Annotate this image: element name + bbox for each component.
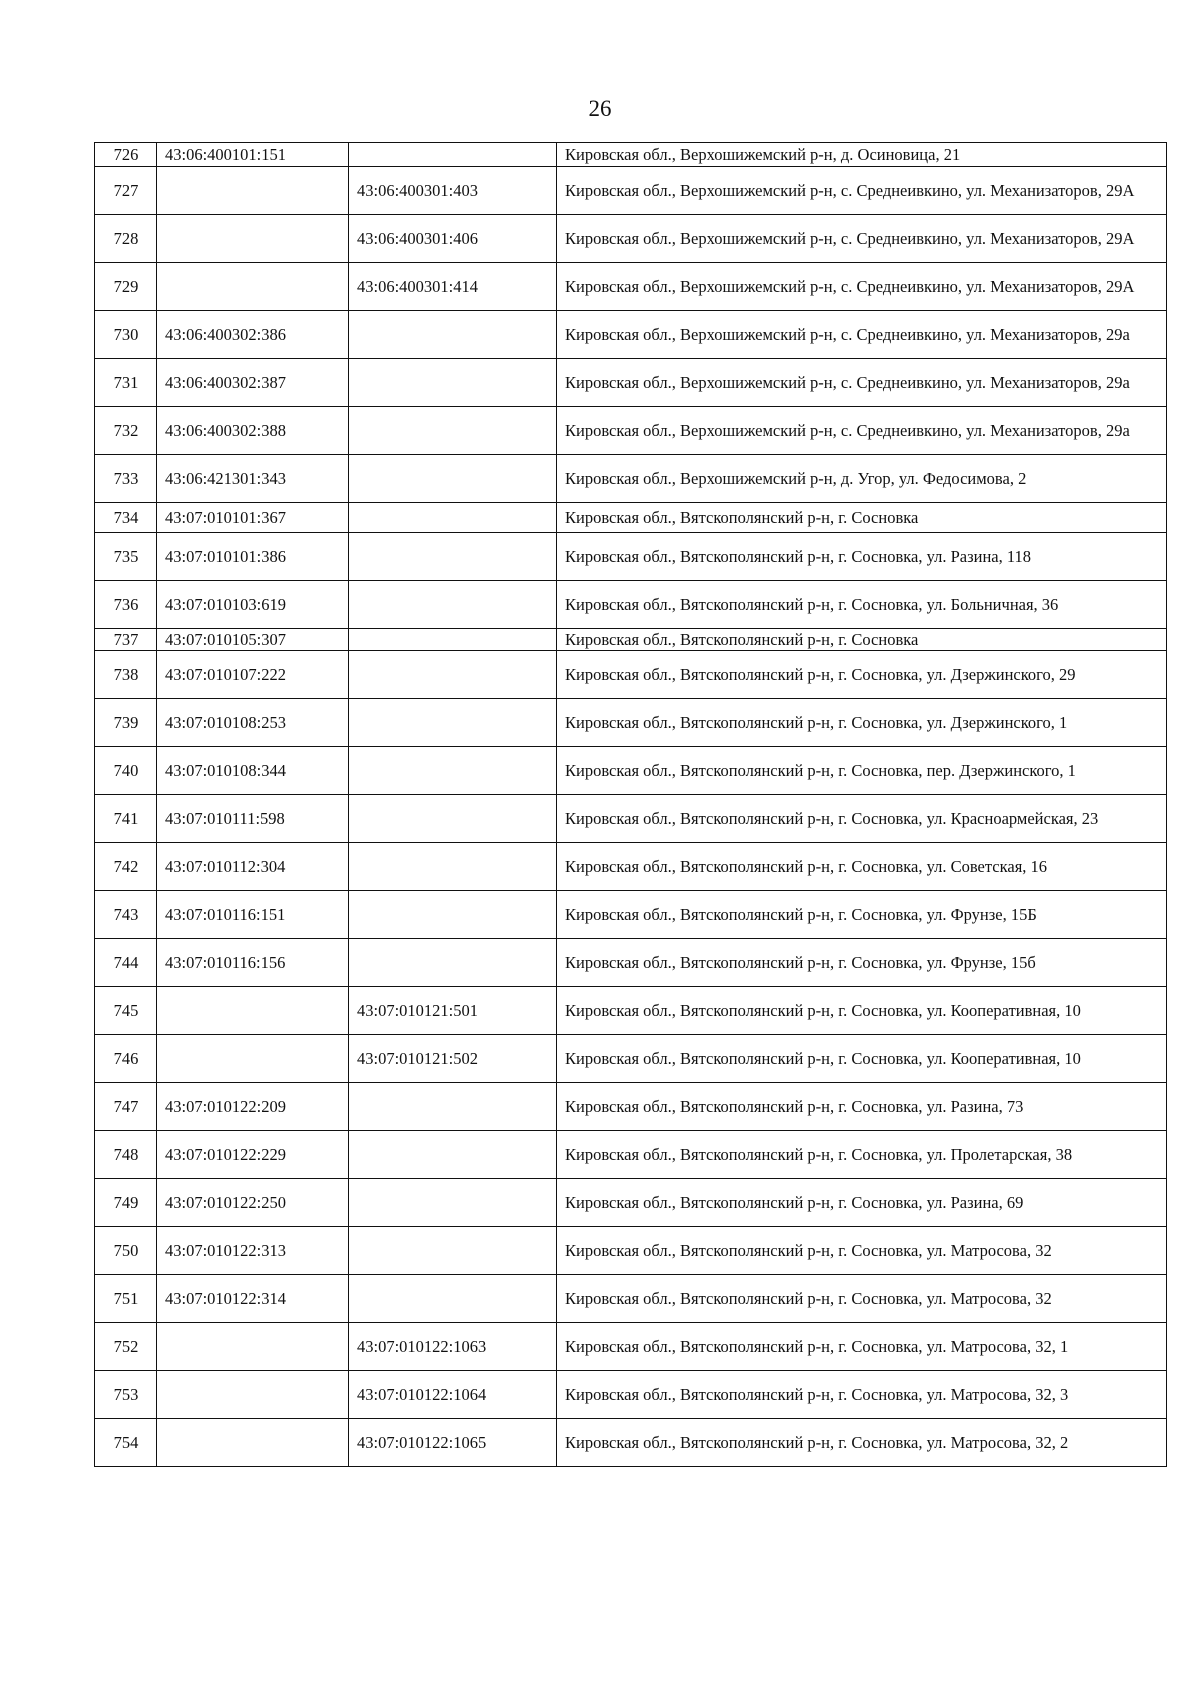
cadastral-number-b: 43:07:010122:1064: [349, 1371, 557, 1419]
cadastral-number-a: 43:07:010122:209: [157, 1083, 349, 1131]
row-number: 738: [95, 651, 157, 699]
address-cell: Кировская обл., Вятскополянский р-н, г. Сосновка, ул. Матросова, 32: [557, 1227, 1167, 1275]
address-cell: Кировская обл., Вятскополянский р-н, г. Сосновка, ул. Матросова, 32, 3: [557, 1371, 1167, 1419]
cadastral-number-a: 43:07:010108:253: [157, 699, 349, 747]
cadastral-number-a: [157, 1035, 349, 1083]
address-cell: Кировская обл., Вятскополянский р-н, г. Сосновка, ул. Разина, 118: [557, 533, 1167, 581]
cadastral-number-a: [157, 263, 349, 311]
table-row: [95, 1275, 1167, 1323]
row-number: 753: [95, 1371, 157, 1419]
row-number: 727: [95, 167, 157, 215]
cadastral-number-a: 43:07:010101:386: [157, 533, 349, 581]
cadastral-number-b: [349, 843, 557, 891]
cadastral-number-b: 43:07:010121:501: [349, 987, 557, 1035]
table-row: [95, 795, 1167, 843]
address-cell: Кировская обл., Вятскополянский р-н, г. Сосновка, ул. Дзержинского, 1: [557, 699, 1167, 747]
cadastral-number-a: 43:07:010122:250: [157, 1179, 349, 1227]
cadastral-number-a: 43:06:400302:388: [157, 407, 349, 455]
cadastral-number-b: [349, 1275, 557, 1323]
cadastral-number-a: 43:07:010105:307: [157, 629, 349, 651]
address-cell: Кировская обл., Вятскополянский р-н, г. Сосновка, ул. Фрунзе, 15Б: [557, 891, 1167, 939]
address-cell: Кировская обл., Вятскополянский р-н, г. Сосновка, ул. Больничная, 36: [557, 581, 1167, 629]
row-number: 748: [95, 1131, 157, 1179]
address-cell: Кировская обл., Верхошижемский р-н, с. Среднеивкино, ул. Механизаторов, 29а: [557, 359, 1167, 407]
table-row: [95, 143, 1167, 167]
cadastral-number-a: 43:06:400302:386: [157, 311, 349, 359]
address-cell: Кировская обл., Вятскополянский р-н, г. Сосновка, ул. Разина, 73: [557, 1083, 1167, 1131]
cadastral-number-a: 43:07:010112:304: [157, 843, 349, 891]
cadastral-number-b: [349, 747, 557, 795]
cadastral-number-b: [349, 455, 557, 503]
address-cell: Кировская обл., Вятскополянский р-н, г. Сосновка, ул. Советская, 16: [557, 843, 1167, 891]
cadastral-number-b: 43:06:400301:414: [349, 263, 557, 311]
cadastral-number-b: 43:07:010121:502: [349, 1035, 557, 1083]
cadastral-number-b: [349, 939, 557, 987]
cadastral-number-a: [157, 1419, 349, 1467]
row-number: 730: [95, 311, 157, 359]
cadastral-number-a: [157, 215, 349, 263]
cadastral-number-b: [349, 533, 557, 581]
table-row: [95, 311, 1167, 359]
cadastral-number-a: 43:07:010122:229: [157, 1131, 349, 1179]
table-row: [95, 747, 1167, 795]
cadastral-number-b: [349, 1083, 557, 1131]
row-number: 733: [95, 455, 157, 503]
address-cell: Кировская обл., Верхошижемский р-н, д. Осиновица, 21: [557, 143, 1167, 167]
cadastral-number-b: [349, 1227, 557, 1275]
address-cell: Кировская обл., Вятскополянский р-н, г. Сосновка, ул. Разина, 69: [557, 1179, 1167, 1227]
table-row: [95, 939, 1167, 987]
cadastral-number-a: 43:07:010101:367: [157, 503, 349, 533]
row-number: 747: [95, 1083, 157, 1131]
row-number: 734: [95, 503, 157, 533]
address-cell: Кировская обл., Верхошижемский р-н, с. Среднеивкино, ул. Механизаторов, 29А: [557, 263, 1167, 311]
row-number: 745: [95, 987, 157, 1035]
cadastral-number-a: 43:07:010108:344: [157, 747, 349, 795]
cadastral-number-b: [349, 359, 557, 407]
table-row: [95, 359, 1167, 407]
row-number: 732: [95, 407, 157, 455]
row-number: 726: [95, 143, 157, 167]
address-cell: Кировская обл., Верхошижемский р-н, с. Среднеивкино, ул. Механизаторов, 29А: [557, 167, 1167, 215]
table-row: [95, 1083, 1167, 1131]
table-row: [95, 533, 1167, 581]
table-row: [95, 651, 1167, 699]
address-cell: Кировская обл., Вятскополянский р-н, г. Сосновка, ул. Кооперативная, 10: [557, 987, 1167, 1035]
cadastral-number-a: [157, 1323, 349, 1371]
table-row: [95, 455, 1167, 503]
table-row: [95, 1419, 1167, 1467]
cadastral-number-b: [349, 503, 557, 533]
row-number: 744: [95, 939, 157, 987]
address-cell: Кировская обл., Вятскополянский р-н, г. Сосновка, ул. Матросова, 32: [557, 1275, 1167, 1323]
table-row: [95, 1227, 1167, 1275]
table-row: [95, 215, 1167, 263]
row-number: 741: [95, 795, 157, 843]
table-row: [95, 1323, 1167, 1371]
row-number: 743: [95, 891, 157, 939]
address-cell: Кировская обл., Вятскополянский р-н, г. Сосновка, ул. Фрунзе, 15б: [557, 939, 1167, 987]
cadastral-number-b: 43:06:400301:406: [349, 215, 557, 263]
table-row: [95, 987, 1167, 1035]
registry-table-body: [95, 143, 1167, 1467]
registry-table: [94, 142, 1167, 1467]
table-row: [95, 699, 1167, 747]
cadastral-number-a: 43:07:010116:151: [157, 891, 349, 939]
cadastral-number-b: [349, 1131, 557, 1179]
address-cell: Кировская обл., Верхошижемский р-н, с. Среднеивкино, ул. Механизаторов, 29а: [557, 407, 1167, 455]
cadastral-number-a: [157, 987, 349, 1035]
address-cell: Кировская обл., Вятскополянский р-н, г. Сосновка, ул. Матросова, 32, 2: [557, 1419, 1167, 1467]
table-row: [95, 1179, 1167, 1227]
row-number: 735: [95, 533, 157, 581]
row-number: 750: [95, 1227, 157, 1275]
table-row: [95, 1371, 1167, 1419]
address-cell: Кировская обл., Вятскополянский р-н, г. Сосновка, ул. Дзержинского, 29: [557, 651, 1167, 699]
table-row: [95, 891, 1167, 939]
cadastral-number-a: [157, 167, 349, 215]
row-number: 742: [95, 843, 157, 891]
table-row: [95, 407, 1167, 455]
cadastral-number-a: 43:07:010103:619: [157, 581, 349, 629]
address-cell: Кировская обл., Вятскополянский р-н, г. Сосновка, ул. Пролетарская, 38: [557, 1131, 1167, 1179]
table-row: [95, 503, 1167, 533]
address-cell: Кировская обл., Вятскополянский р-н, г. Сосновка, ул. Матросова, 32, 1: [557, 1323, 1167, 1371]
row-number: 739: [95, 699, 157, 747]
cadastral-number-b: [349, 891, 557, 939]
table-row: [95, 167, 1167, 215]
cadastral-number-b: [349, 581, 557, 629]
cadastral-number-b: [349, 1179, 557, 1227]
cadastral-number-a: [157, 1371, 349, 1419]
row-number: 737: [95, 629, 157, 651]
cadastral-number-a: 43:07:010111:598: [157, 795, 349, 843]
cadastral-number-a: 43:07:010122:314: [157, 1275, 349, 1323]
page-number: 26: [588, 96, 612, 121]
address-cell: Кировская обл., Верхошижемский р-н, д. Угор, ул. Федосимова, 2: [557, 455, 1167, 503]
address-cell: Кировская обл., Верхошижемский р-н, с. Среднеивкино, ул. Механизаторов, 29а: [557, 311, 1167, 359]
row-number: 728: [95, 215, 157, 263]
row-number: 752: [95, 1323, 157, 1371]
row-number: 749: [95, 1179, 157, 1227]
cadastral-number-a: 43:07:010107:222: [157, 651, 349, 699]
cadastral-number-b: [349, 311, 557, 359]
row-number: 754: [95, 1419, 157, 1467]
cadastral-number-b: [349, 651, 557, 699]
table-row: [95, 629, 1167, 651]
cadastral-number-a: 43:06:400101:151: [157, 143, 349, 167]
cadastral-number-a: 43:06:421301:343: [157, 455, 349, 503]
table-row: [95, 843, 1167, 891]
cadastral-number-a: 43:06:400302:387: [157, 359, 349, 407]
cadastral-number-b: [349, 699, 557, 747]
cadastral-number-b: [349, 795, 557, 843]
row-number: 746: [95, 1035, 157, 1083]
address-cell: Кировская обл., Вятскополянский р-н, г. Сосновка: [557, 629, 1167, 651]
cadastral-number-b: 43:07:010122:1063: [349, 1323, 557, 1371]
row-number: 731: [95, 359, 157, 407]
row-number: 751: [95, 1275, 157, 1323]
cadastral-number-b: [349, 143, 557, 167]
cadastral-number-b: [349, 407, 557, 455]
address-cell: Кировская обл., Верхошижемский р-н, с. Среднеивкино, ул. Механизаторов, 29А: [557, 215, 1167, 263]
cadastral-number-a: 43:07:010116:156: [157, 939, 349, 987]
cadastral-number-b: [349, 629, 557, 651]
table-row: [95, 263, 1167, 311]
address-cell: Кировская обл., Вятскополянский р-н, г. Сосновка, ул. Красноармейская, 23: [557, 795, 1167, 843]
address-cell: Кировская обл., Вятскополянский р-н, г. Сосновка: [557, 503, 1167, 533]
row-number: 729: [95, 263, 157, 311]
row-number: 736: [95, 581, 157, 629]
cadastral-number-b: 43:06:400301:403: [349, 167, 557, 215]
cadastral-number-a: 43:07:010122:313: [157, 1227, 349, 1275]
address-cell: Кировская обл., Вятскополянский р-н, г. Сосновка, пер. Дзержинского, 1: [557, 747, 1167, 795]
table-row: [95, 581, 1167, 629]
table-row: [95, 1035, 1167, 1083]
table-row: [95, 1131, 1167, 1179]
address-cell: Кировская обл., Вятскополянский р-н, г. Сосновка, ул. Кооперативная, 10: [557, 1035, 1167, 1083]
cadastral-number-b: 43:07:010122:1065: [349, 1419, 557, 1467]
row-number: 740: [95, 747, 157, 795]
